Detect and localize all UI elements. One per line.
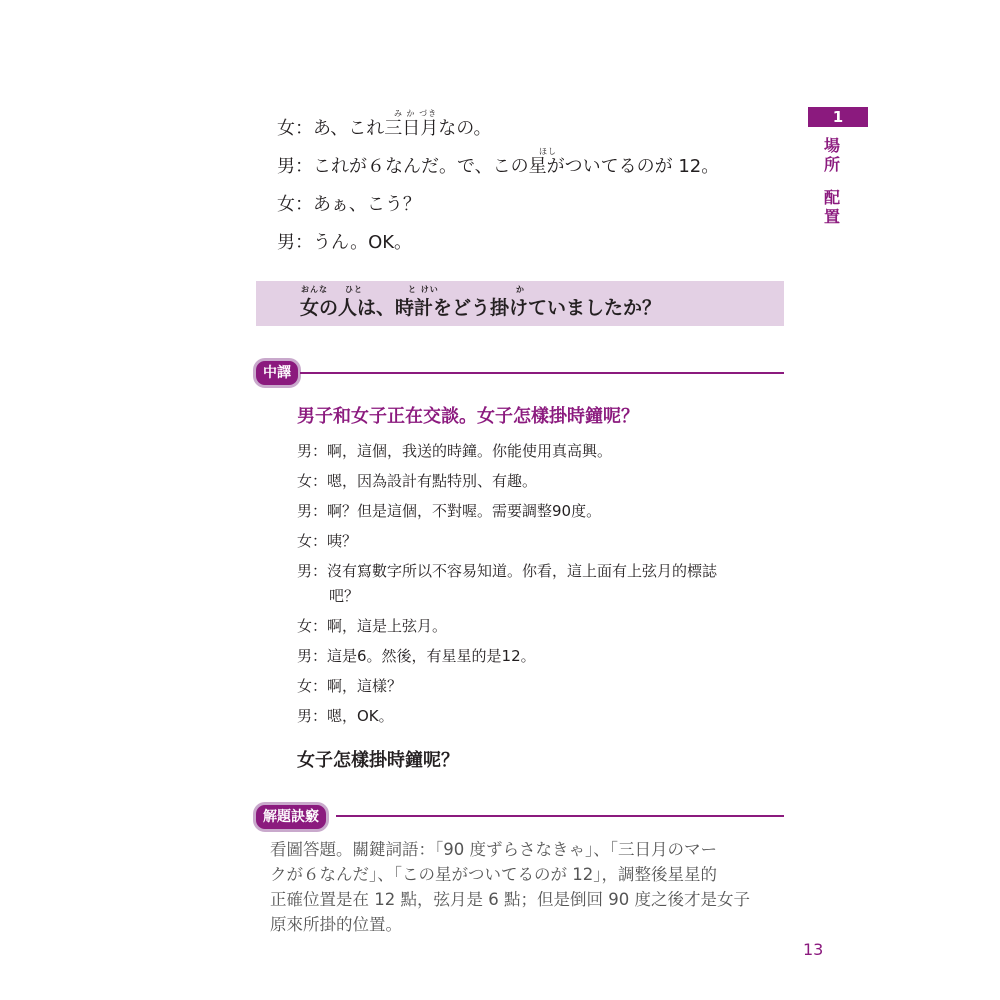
translation-line: 男：沒有寫數字所以不容易知道。你看，這上面有上弦月的標誌 [297, 562, 718, 580]
explanation-label: 解題訣竅 [253, 802, 329, 832]
chapter-title-char: 場 [824, 136, 841, 155]
chapter-title-char: 所 [824, 155, 841, 174]
translation-line: 男：啊？但是這個，不對喔。需要調整90度。 [297, 502, 602, 520]
furigana-tokei: と けい [408, 285, 439, 294]
furigana-ka: か [516, 285, 525, 294]
translation-line-continued: 吧？ [329, 587, 360, 605]
section-divider [300, 372, 784, 374]
translation-line: 女：嗯，因為設計有點特別、有趣。 [297, 472, 538, 490]
dialogue-line: 女：あぁ、こう？ [277, 194, 421, 215]
translation-title: 男子和女子正在交談。女子怎樣掛時鐘呢？ [297, 406, 639, 427]
section-divider [336, 815, 784, 817]
chapter-title-char: 配 [824, 188, 841, 207]
furigana-mikazuki: み か づき [394, 109, 438, 118]
page-number: 13 [803, 940, 824, 959]
translation-line: 女：啊，這是上弦月。 [297, 617, 448, 635]
dialogue-line: 男：うん。OK。 [277, 232, 413, 253]
translation-question: 女子怎樣掛時鐘呢？ [297, 750, 459, 771]
translation-line: 男：啊，這個，我送的時鐘。你能使用真高興。 [297, 442, 613, 460]
translation-line: 女：啊，這樣？ [297, 677, 403, 695]
furigana-hoshi: ほし [539, 147, 557, 156]
explanation-line: クが６なんだ」、「この星がついてるのが 12」，調整後星星的 [270, 865, 717, 884]
furigana-onna: おんな [301, 285, 328, 294]
chapter-number-tab: 1 [808, 107, 868, 127]
question-text: 女の人は、時計をどう掛けていましたか？ [300, 297, 662, 319]
dialogue-line: 女：あ、これ三日月なの。 [277, 118, 492, 139]
explanation-line: 正確位置是在 12 點，弦月是 6 點；但是倒回 90 度之後才是女子 [270, 890, 750, 909]
explanation-line: 看圖答題。關鍵詞語：「90 度ずらさなきゃ」、「三日月のマー [270, 840, 717, 859]
explanation-line: 原來所掛的位置。 [270, 915, 402, 934]
furigana-hito: ひと [345, 285, 363, 294]
translation-line: 女：咦？ [297, 532, 358, 550]
translation-label: 中譯 [253, 358, 301, 388]
chapter-title-char: 置 [824, 207, 841, 226]
question-box [256, 281, 784, 326]
translation-line: 男：這是6。然後，有星星的是12。 [297, 647, 536, 665]
dialogue-line: 男：これが６なんだ。で、この星がついてるのが 12。 [277, 156, 720, 177]
translation-line: 男：嗯，OK。 [297, 707, 394, 725]
